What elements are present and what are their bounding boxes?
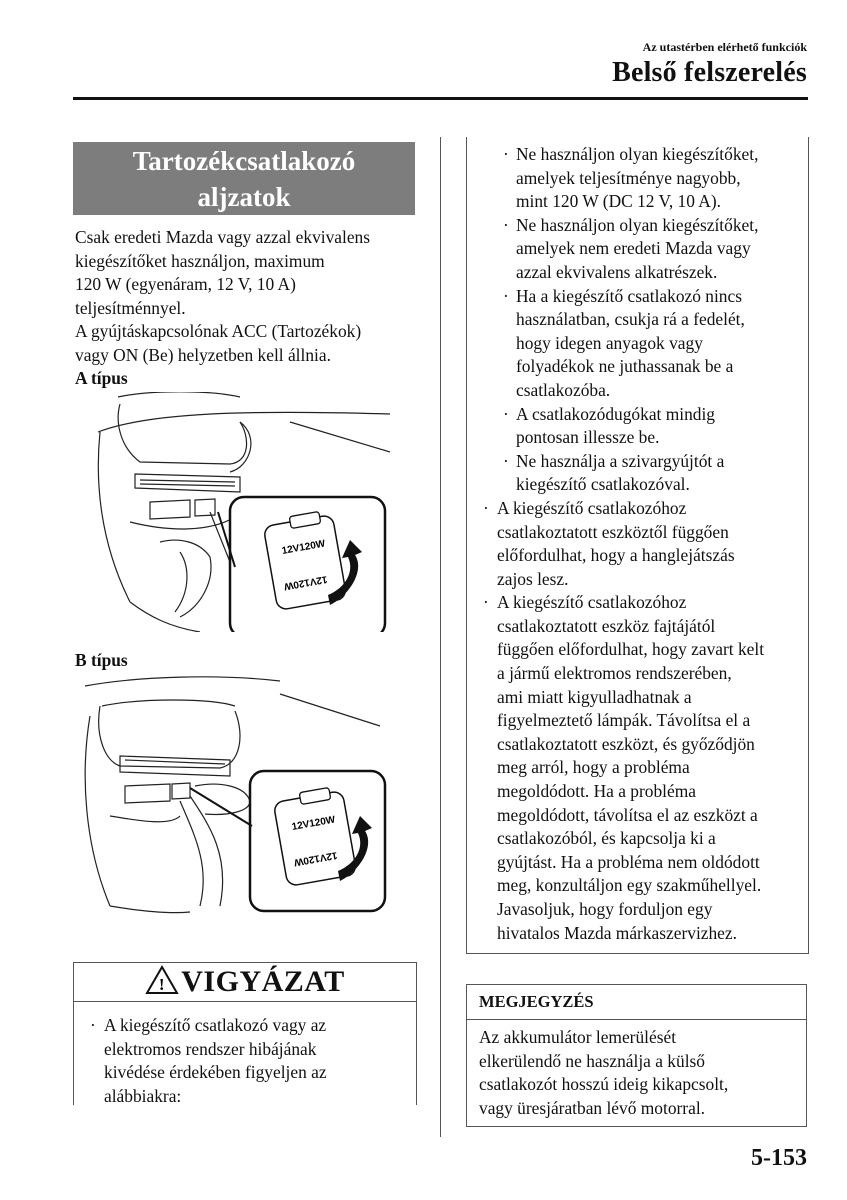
warning-body <box>74 1002 416 1108</box>
type-b-illustration <box>80 676 390 916</box>
warning-symbol: ! <box>159 975 166 994</box>
list-item: · A kiegészítő csatlakozóhoz csatlakoztatott eszköztől függően előfordulhat, hogy a hanglejátszás zajos lesz. <box>483 497 735 589</box>
warning-continuation-box <box>466 137 809 954</box>
list-item: · Ne használjon olyan kiegészítőket, amelyek nem eredeti Mazda vagy azzal ekvivalens alkatrészek. <box>503 214 759 282</box>
list-item: · Ne használjon olyan kiegészítőket, amelyek teljesítménye nagyobb, mint 120 W (DC 12 V, 10 A). <box>503 144 759 212</box>
type-a-label: A típus <box>75 368 128 388</box>
note-box <box>466 984 807 1127</box>
intro-paragraph <box>75 226 420 368</box>
intro-line: teljesítménnyel. <box>75 297 186 318</box>
intro-line: vagy ON (Be) helyzetben kell állnia. <box>75 344 331 365</box>
list-item: · Ne használja a szivargyújtót a kiegészítő csatlakozóval. <box>503 450 725 495</box>
type-b-label: B típus <box>75 650 128 670</box>
note-title: MEGJEGYZÉS <box>467 985 806 1020</box>
intro-line: A gyújtáskapcsolónak ACC (Tartozékok) <box>75 321 362 342</box>
warning-triangle-icon <box>145 965 179 995</box>
section-subtitle: Az utastérben elérhető funkciók <box>642 40 807 54</box>
warning-title: VIGYÁZAT <box>181 965 345 998</box>
cap-label-top: 12V120W <box>280 538 327 557</box>
bullet: · <box>90 1015 96 1035</box>
cap-label-bottom: 12V120W <box>293 849 339 868</box>
header-rule <box>73 97 808 100</box>
topic-title-box <box>73 142 415 215</box>
list-item: · A csatlakozódugókat mindig pontosan illessze be. <box>503 403 715 448</box>
warning-line: elektromos rendszer hibájának <box>104 1038 317 1059</box>
warning-header <box>74 963 416 1002</box>
intro-line: 120 W (egyenáram, 12 V, 10 A) <box>75 274 296 295</box>
warning-line: A kiegészítő csatlakozó vagy az <box>104 1015 327 1035</box>
warning-line: kivédése érdekében figyeljen az <box>104 1062 327 1083</box>
column-divider <box>440 137 441 1137</box>
list-item: · A kiegészítő csatlakozóhoz csatlakoztatott eszköz fajtájától függően előfordulhat, hogy zavart kelt a jármű elektromos rendszerében, ami miatt kigyulladhatnak a figyelmeztető lámpák. Távolítsa el a csatlakoztatott eszközt, és győződjön meg arról, hogy a probléma megoldódott. Ha a probléma megoldódott, távolítsa el az eszközt a csatlakozóból, és kapcsolja ki a gyújtást. Ha a probléma nem oldódott meg, konzultáljon egy szakműhellyel. Javasoljuk, hogy forduljon egy hivatalos Mazda márkaszervizhez. <box>483 592 765 943</box>
topic-title-line-1: Tartozékcsatlakozó <box>132 146 356 176</box>
page-number: 5-153 <box>751 1145 807 1171</box>
intro-line: kiegészítőket használjon, maximum <box>75 250 325 271</box>
warning-box <box>73 962 417 1105</box>
section-title: Belső felszerelés <box>612 57 807 88</box>
cap-label-top: 12V120W <box>290 814 337 833</box>
warning-line: alábbiakra: <box>104 1085 182 1106</box>
intro-line: Csak eredeti Mazda vagy azzal ekvivalens <box>75 227 371 247</box>
type-a-illustration <box>90 392 390 632</box>
cap-label-bottom: 12V120W <box>283 573 329 592</box>
list-item: · Ha a kiegészítő csatlakozó nincs használatban, csukja rá a fedelét, hogy idegen anyagok vagy folyadékok ne juthassanak be a csatlakozóba. <box>503 285 745 400</box>
note-body: Az akkumulátor lemerülését elkerülendő ne használja a külső csatlakozót hosszú ideig kikapcsolt, vagy üresjáratban lévő motorral. <box>479 1027 729 1118</box>
topic-title-line-2: aljzatok <box>197 182 291 212</box>
